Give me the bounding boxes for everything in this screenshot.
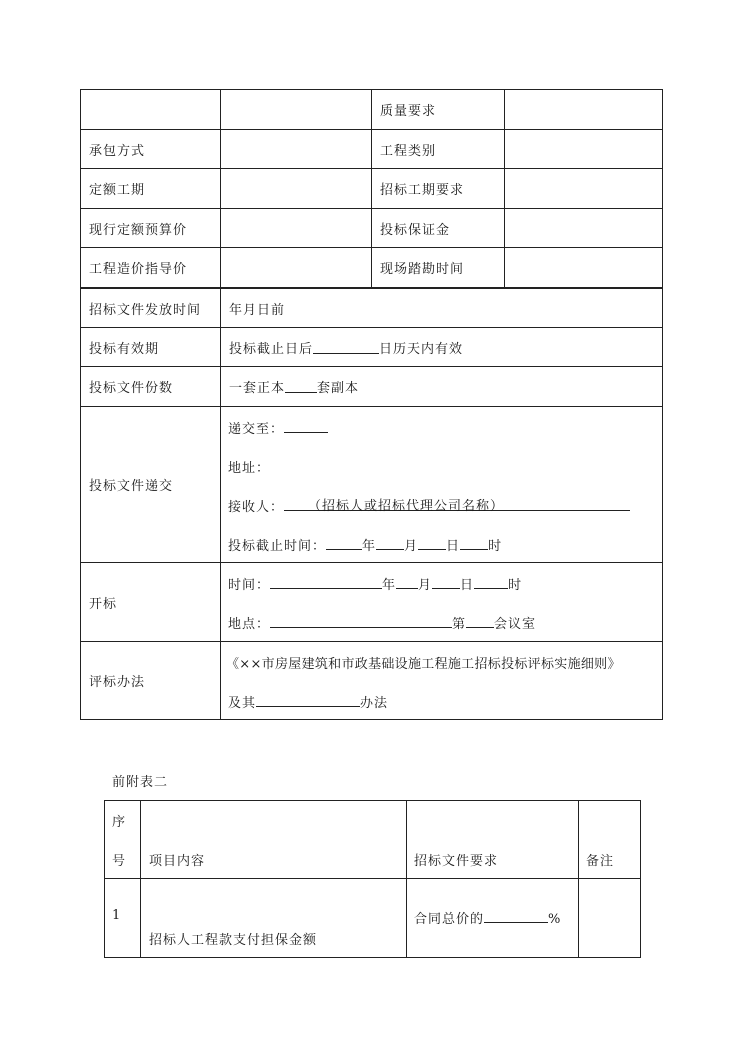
- row-item: 招标人工程款支付担保金额: [149, 933, 318, 948]
- opening-year: 年: [382, 578, 397, 593]
- guide-price-value: [221, 248, 371, 287]
- opening-di: 第: [452, 617, 467, 632]
- opening-place-text: 地点：: [228, 617, 271, 632]
- evaluation-post: 办法: [360, 696, 389, 711]
- row-seq: 1: [112, 908, 122, 923]
- header-item: 项目内容: [149, 854, 206, 869]
- opening-label: 开标: [89, 596, 118, 612]
- evaluation-rule: 《××市房屋建筑和市政基础设施工程施工招标投标评标实施细则》: [226, 657, 621, 672]
- deadline-text: 投标截止时间：: [228, 539, 327, 554]
- evaluation-method: [228, 692, 388, 711]
- contract-method-value: [221, 130, 371, 168]
- copies-value: [221, 367, 662, 406]
- evaluation-label: 评标办法: [89, 675, 146, 690]
- quota-period-value: [221, 169, 371, 208]
- opening-month-blank: [396, 576, 418, 589]
- table-border: [662, 89, 663, 720]
- submission-receiver: [228, 496, 630, 515]
- row-label: [81, 90, 220, 129]
- validity-post: 日历天内有效: [379, 341, 464, 357]
- bid-bond-value: [505, 209, 662, 247]
- table-border: [640, 800, 641, 958]
- table-border: [104, 800, 105, 958]
- table-border: [104, 957, 641, 958]
- site-visit-label: 现场踏勘时间: [380, 262, 465, 277]
- validity-blank: [313, 341, 379, 354]
- evaluation-blank: [256, 694, 360, 707]
- deadline-year-blank: [326, 537, 362, 550]
- header-requirement: 招标文件要求: [414, 854, 499, 869]
- validity-pre: 投标截止日后: [229, 341, 314, 357]
- project-category-label: 工程类别: [380, 143, 437, 159]
- quality-requirement-label: 质量要求: [380, 104, 437, 119]
- opening-room-blank: [466, 615, 494, 628]
- receiver-text: 接收人：: [228, 500, 285, 515]
- opening-hour-blank: [474, 576, 508, 589]
- opening-room: 会议室: [494, 617, 537, 632]
- deadline-hour-blank: [460, 537, 488, 550]
- submission-address: 地址：: [228, 461, 271, 476]
- copies-post: 套副本: [317, 381, 360, 396]
- submission-to: [228, 418, 328, 437]
- opening-place: [228, 613, 536, 632]
- guide-price-label: 工程造价指导价: [89, 262, 188, 277]
- tender-period-label: 招标工期要求: [380, 183, 465, 198]
- appendix-title: 前附表二: [112, 775, 169, 790]
- req-post: %: [548, 912, 562, 927]
- submission-deadline: [228, 535, 502, 554]
- deadline-day-blank: [418, 537, 446, 550]
- validity-label: 投标有效期: [89, 341, 160, 357]
- bid-bond-label: 投标保证金: [380, 222, 451, 238]
- project-category-value: [505, 130, 662, 168]
- opening-day-blank: [432, 576, 460, 589]
- header-seq-bottom: 号: [112, 854, 127, 869]
- copies-pre: 一套正本: [229, 381, 286, 396]
- deadline-day: 日: [446, 539, 461, 554]
- table-border: [406, 800, 407, 958]
- submission-to-blank: [284, 420, 328, 433]
- copies-label: 投标文件份数: [89, 381, 174, 396]
- opening-time-text: 时间：: [228, 578, 271, 593]
- receiver-note: （招标人或招标代理公司名称）: [308, 499, 505, 514]
- opening-month: 月: [418, 578, 433, 593]
- opening-time: [228, 574, 522, 593]
- req-pre: 合同总价的: [414, 912, 485, 927]
- row-value: [221, 90, 371, 129]
- header-note: 备注: [586, 854, 615, 869]
- budget-price-label: 现行定额预算价: [89, 222, 188, 238]
- validity-value: [221, 328, 662, 366]
- issue-time-value: 年月日前: [229, 302, 286, 318]
- table-border: [104, 878, 641, 879]
- opening-place-blank: [270, 615, 452, 628]
- deadline-year: 年: [362, 539, 377, 554]
- receiver-blank: [284, 498, 630, 514]
- table-border: [140, 800, 141, 958]
- copies-blank: [285, 380, 317, 393]
- opening-hour: 时: [508, 578, 523, 593]
- table-border: [578, 800, 579, 958]
- opening-day: 日: [460, 578, 475, 593]
- budget-price-value: [221, 209, 371, 247]
- submission-label: 投标文件递交: [89, 479, 174, 494]
- header-seq-top: 序: [112, 815, 127, 830]
- table-border: [104, 800, 641, 801]
- table-border: [80, 719, 663, 720]
- opening-year-blank: [270, 576, 382, 589]
- deadline-month: 月: [404, 539, 419, 554]
- evaluation-pre: 及其: [228, 696, 257, 711]
- submission-to-text: 递交至：: [228, 422, 285, 437]
- site-visit-value: [505, 248, 662, 287]
- req-blank: [484, 910, 548, 923]
- deadline-month-blank: [376, 537, 404, 550]
- quota-period-label: 定额工期: [89, 183, 146, 198]
- row-requirement: [414, 908, 561, 927]
- tender-period-value: [505, 169, 662, 208]
- quality-requirement-value: [505, 90, 662, 129]
- deadline-hour: 时: [488, 539, 503, 554]
- contract-method-label: 承包方式: [89, 143, 146, 159]
- issue-time-label: 招标文件发放时间: [89, 302, 202, 318]
